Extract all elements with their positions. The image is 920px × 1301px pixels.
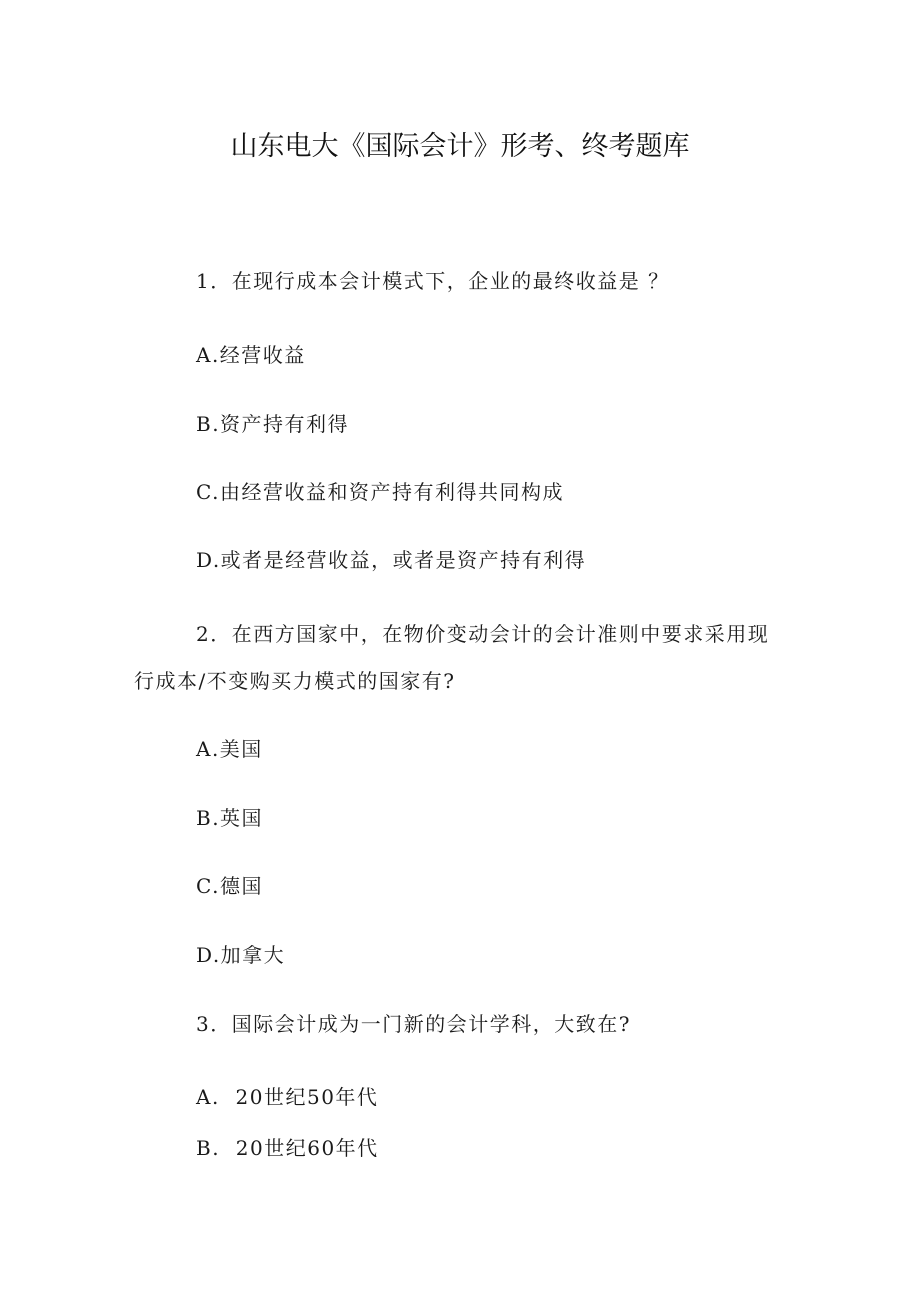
question-2-option-c: C.德国 [196, 874, 263, 898]
question-1-option-d: D.或者是经营收益，或者是资产持有利得 [196, 548, 587, 572]
question-3-text: 3．国际会计成为一门新的会计学科，大致在? [196, 1012, 631, 1036]
question-2-option-b: B.英国 [196, 806, 264, 830]
question-3-option-b: B. 20世纪60年代 [196, 1136, 379, 1160]
question-1-option-a: A.经营收益 [196, 343, 306, 367]
question-2-text: 2．在西方国家中，在物价变动会计的会计准则中要求采用现 [196, 622, 770, 646]
question-2-text-continued: 行成本/不变购买力模式的国家有? [134, 669, 456, 693]
document-title: 山东电大《国际会计》形考、终考题库 [230, 131, 690, 162]
question-1-option-c: C.由经营收益和资产持有利得共同构成 [196, 480, 564, 504]
question-3-option-a: A. 20世纪50年代 [196, 1085, 379, 1109]
question-2-option-a: A.美国 [196, 737, 263, 761]
question-1-text: 1．在现行成本会计模式下，企业的最终收益是 ？ [196, 269, 670, 293]
question-1-option-b: B.资产持有利得 [196, 412, 350, 436]
question-2-option-d: D.加拿大 [196, 943, 286, 967]
